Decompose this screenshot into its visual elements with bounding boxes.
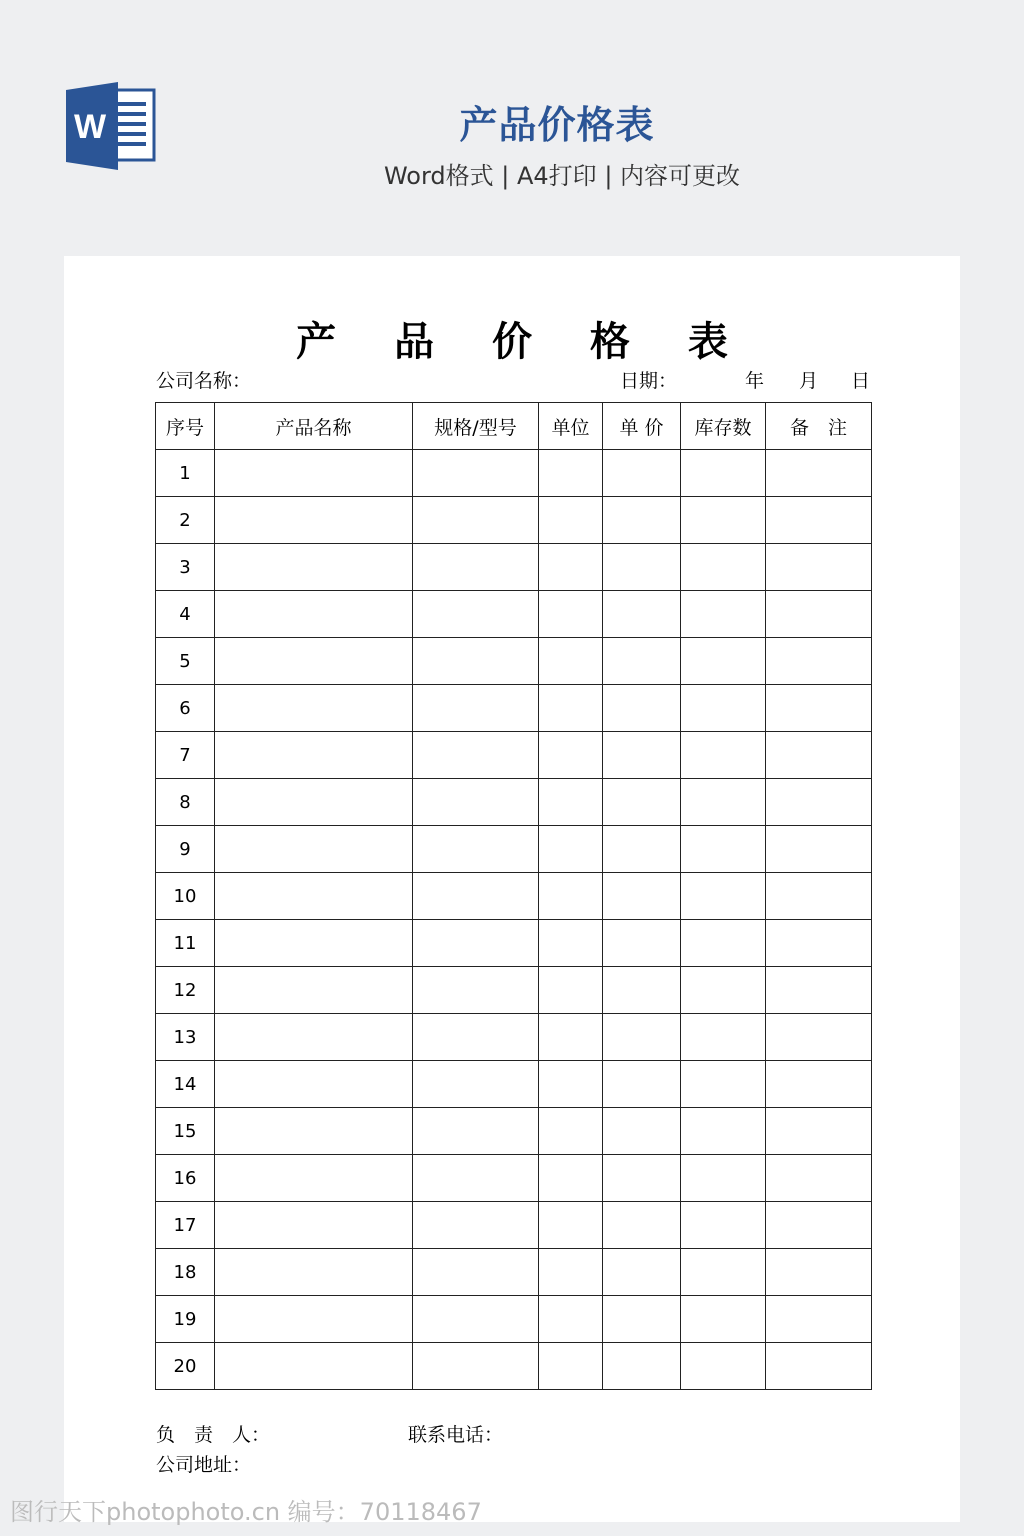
table-cell[interactable] (681, 497, 766, 544)
table-cell[interactable] (539, 685, 603, 732)
table-row (156, 591, 872, 638)
row-number: 10 (156, 873, 215, 920)
year-label: 年 (745, 370, 765, 392)
table-cell[interactable] (603, 497, 681, 544)
table-cell[interactable] (603, 920, 681, 967)
table-cell[interactable] (603, 779, 681, 826)
table-cell[interactable] (215, 638, 413, 685)
table-cell[interactable] (681, 1014, 766, 1061)
table-cell[interactable] (681, 1202, 766, 1249)
table-cell[interactable] (413, 450, 539, 497)
column-header: 产品名称 (215, 403, 413, 450)
table-cell[interactable] (413, 779, 539, 826)
table-cell[interactable] (603, 1014, 681, 1061)
column-header: 备 注 (766, 403, 872, 450)
table-cell[interactable] (539, 591, 603, 638)
table-cell[interactable] (413, 1014, 539, 1061)
table-cell[interactable] (681, 967, 766, 1014)
column-header: 单 价 (603, 403, 681, 450)
table-cell[interactable] (215, 1296, 413, 1343)
table-cell[interactable] (766, 497, 872, 544)
row-number: 19 (156, 1296, 215, 1343)
table-cell[interactable] (681, 1108, 766, 1155)
table-cell[interactable] (215, 544, 413, 591)
row-number: 17 (156, 1202, 215, 1249)
table-cell[interactable] (603, 1343, 681, 1390)
table-cell[interactable] (539, 1343, 603, 1390)
table-row (156, 1155, 872, 1202)
document-page (64, 256, 960, 1522)
table-cell[interactable] (603, 685, 681, 732)
table-cell[interactable] (413, 685, 539, 732)
row-number: 8 (156, 779, 215, 826)
table-cell[interactable] (766, 1061, 872, 1108)
table-row (156, 1249, 872, 1296)
table-cell[interactable] (413, 1155, 539, 1202)
table-cell[interactable] (413, 1202, 539, 1249)
table-cell[interactable] (603, 1108, 681, 1155)
date-label: 日期： (620, 370, 678, 392)
table-cell[interactable] (766, 732, 872, 779)
table-cell[interactable] (766, 1014, 872, 1061)
table-cell[interactable] (766, 967, 872, 1014)
table-row (156, 1296, 872, 1343)
row-number: 20 (156, 1343, 215, 1390)
table-cell[interactable] (766, 1108, 872, 1155)
table-row (156, 873, 872, 920)
table-cell[interactable] (766, 1296, 872, 1343)
table-cell[interactable] (215, 732, 413, 779)
table-cell[interactable] (539, 826, 603, 873)
table-cell[interactable] (603, 732, 681, 779)
logo-letter: W (73, 108, 107, 146)
table-cell[interactable] (539, 920, 603, 967)
table-cell[interactable] (215, 826, 413, 873)
page-subtitle: Word格式 | A4打印 | 内容可更改 (383, 162, 741, 190)
table-cell[interactable] (681, 450, 766, 497)
table-cell[interactable] (539, 779, 603, 826)
table-cell[interactable] (603, 1296, 681, 1343)
price-table (155, 402, 872, 1390)
table-cell[interactable] (215, 1343, 413, 1390)
table-row (156, 779, 872, 826)
table-cell[interactable] (215, 1155, 413, 1202)
table-cell[interactable] (766, 1343, 872, 1390)
month-label: 月 (799, 370, 819, 392)
table-cell[interactable] (681, 779, 766, 826)
table-cell[interactable] (413, 873, 539, 920)
table-cell[interactable] (681, 544, 766, 591)
row-number: 15 (156, 1108, 215, 1155)
table-cell[interactable] (215, 450, 413, 497)
row-number: 16 (156, 1155, 215, 1202)
table-row (156, 450, 872, 497)
table-cell[interactable] (413, 1249, 539, 1296)
table-cell[interactable] (215, 1202, 413, 1249)
table-cell[interactable] (413, 591, 539, 638)
row-number: 11 (156, 920, 215, 967)
table-cell[interactable] (215, 1014, 413, 1061)
table-cell[interactable] (681, 826, 766, 873)
table-cell[interactable] (681, 591, 766, 638)
table-cell[interactable] (603, 826, 681, 873)
table-cell[interactable] (215, 1249, 413, 1296)
table-cell[interactable] (539, 1061, 603, 1108)
table-row (156, 732, 872, 779)
table-cell[interactable] (539, 450, 603, 497)
table-cell[interactable] (603, 544, 681, 591)
table-cell[interactable] (681, 732, 766, 779)
row-number: 7 (156, 732, 215, 779)
table-cell[interactable] (603, 1249, 681, 1296)
table-body (156, 450, 872, 1390)
table-cell[interactable] (413, 1108, 539, 1155)
page-title: 产品价格表 (459, 103, 655, 147)
table-row (156, 638, 872, 685)
table-row (156, 826, 872, 873)
table-row (156, 544, 872, 591)
table-cell[interactable] (215, 920, 413, 967)
table-cell[interactable] (681, 1155, 766, 1202)
table-cell[interactable] (681, 1061, 766, 1108)
table-cell[interactable] (766, 779, 872, 826)
table-cell[interactable] (539, 1296, 603, 1343)
table-cell[interactable] (681, 873, 766, 920)
table-cell[interactable] (681, 920, 766, 967)
table-cell[interactable] (539, 1202, 603, 1249)
table-cell[interactable] (766, 920, 872, 967)
table-header-row (156, 403, 872, 450)
table-cell[interactable] (539, 638, 603, 685)
table-cell[interactable] (603, 1202, 681, 1249)
table-cell[interactable] (413, 967, 539, 1014)
table-cell[interactable] (539, 873, 603, 920)
table-cell[interactable] (413, 732, 539, 779)
table-cell[interactable] (413, 920, 539, 967)
table-cell[interactable] (539, 1155, 603, 1202)
table-cell[interactable] (766, 544, 872, 591)
table-cell[interactable] (681, 1249, 766, 1296)
table-cell[interactable] (215, 1061, 413, 1108)
column-header: 规格/型号 (413, 403, 539, 450)
row-number: 5 (156, 638, 215, 685)
row-number: 1 (156, 450, 215, 497)
table-row (156, 1014, 872, 1061)
table-cell[interactable] (681, 638, 766, 685)
row-number: 14 (156, 1061, 215, 1108)
table-row (156, 1061, 872, 1108)
day-label: 日 (851, 370, 871, 392)
table-row (156, 1343, 872, 1390)
company-address-label: 公司地址： (156, 1454, 252, 1476)
company-name-label: 公司名称： (156, 370, 252, 392)
table-cell[interactable] (215, 497, 413, 544)
person-in-charge-label: 负 责 人： (156, 1424, 271, 1446)
column-header: 序号 (156, 403, 215, 450)
table-cell[interactable] (603, 450, 681, 497)
table-row (156, 967, 872, 1014)
table-cell[interactable] (766, 591, 872, 638)
table-cell[interactable] (603, 638, 681, 685)
table-cell[interactable] (603, 967, 681, 1014)
table-cell[interactable] (603, 591, 681, 638)
table-cell[interactable] (215, 873, 413, 920)
table-cell[interactable] (681, 685, 766, 732)
table-cell[interactable] (766, 1249, 872, 1296)
table-row (156, 685, 872, 732)
table-row (156, 1108, 872, 1155)
table-cell[interactable] (766, 1155, 872, 1202)
watermark: 图行天下photophoto.cn 编号：70118467 (10, 1498, 482, 1526)
column-header: 库存数 (681, 403, 766, 450)
table-cell[interactable] (413, 826, 539, 873)
table-row (156, 920, 872, 967)
table-cell[interactable] (766, 826, 872, 873)
table-cell[interactable] (215, 779, 413, 826)
row-number: 9 (156, 826, 215, 873)
row-number: 2 (156, 497, 215, 544)
table-row (156, 497, 872, 544)
table-cell[interactable] (215, 967, 413, 1014)
table-cell[interactable] (603, 1155, 681, 1202)
table-cell[interactable] (681, 1296, 766, 1343)
table-cell[interactable] (766, 685, 872, 732)
table-cell[interactable] (539, 497, 603, 544)
table-cell[interactable] (766, 638, 872, 685)
row-number: 6 (156, 685, 215, 732)
table-cell[interactable] (215, 685, 413, 732)
document-title: 产 品 价 格 表 (296, 319, 750, 365)
contact-phone-label: 联系电话： (408, 1424, 504, 1446)
table-cell[interactable] (539, 1249, 603, 1296)
row-number: 18 (156, 1249, 215, 1296)
row-number: 12 (156, 967, 215, 1014)
table-cell[interactable] (539, 732, 603, 779)
table-cell[interactable] (215, 1108, 413, 1155)
table-cell[interactable] (413, 638, 539, 685)
table-cell[interactable] (413, 1296, 539, 1343)
row-number: 13 (156, 1014, 215, 1061)
table-cell[interactable] (413, 1343, 539, 1390)
table-cell[interactable] (413, 1061, 539, 1108)
table-cell[interactable] (215, 591, 413, 638)
table-cell[interactable] (681, 1343, 766, 1390)
table-cell[interactable] (766, 873, 872, 920)
table-cell[interactable] (603, 1061, 681, 1108)
row-number: 3 (156, 544, 215, 591)
table-cell[interactable] (539, 544, 603, 591)
table-cell[interactable] (413, 497, 539, 544)
table-cell[interactable] (603, 873, 681, 920)
row-number: 4 (156, 591, 215, 638)
table-cell[interactable] (766, 450, 872, 497)
table-cell[interactable] (539, 1014, 603, 1061)
table-cell[interactable] (539, 1108, 603, 1155)
column-header: 单位 (539, 403, 603, 450)
table-cell[interactable] (766, 1202, 872, 1249)
table-cell[interactable] (413, 544, 539, 591)
table-cell[interactable] (539, 967, 603, 1014)
table-row (156, 1202, 872, 1249)
